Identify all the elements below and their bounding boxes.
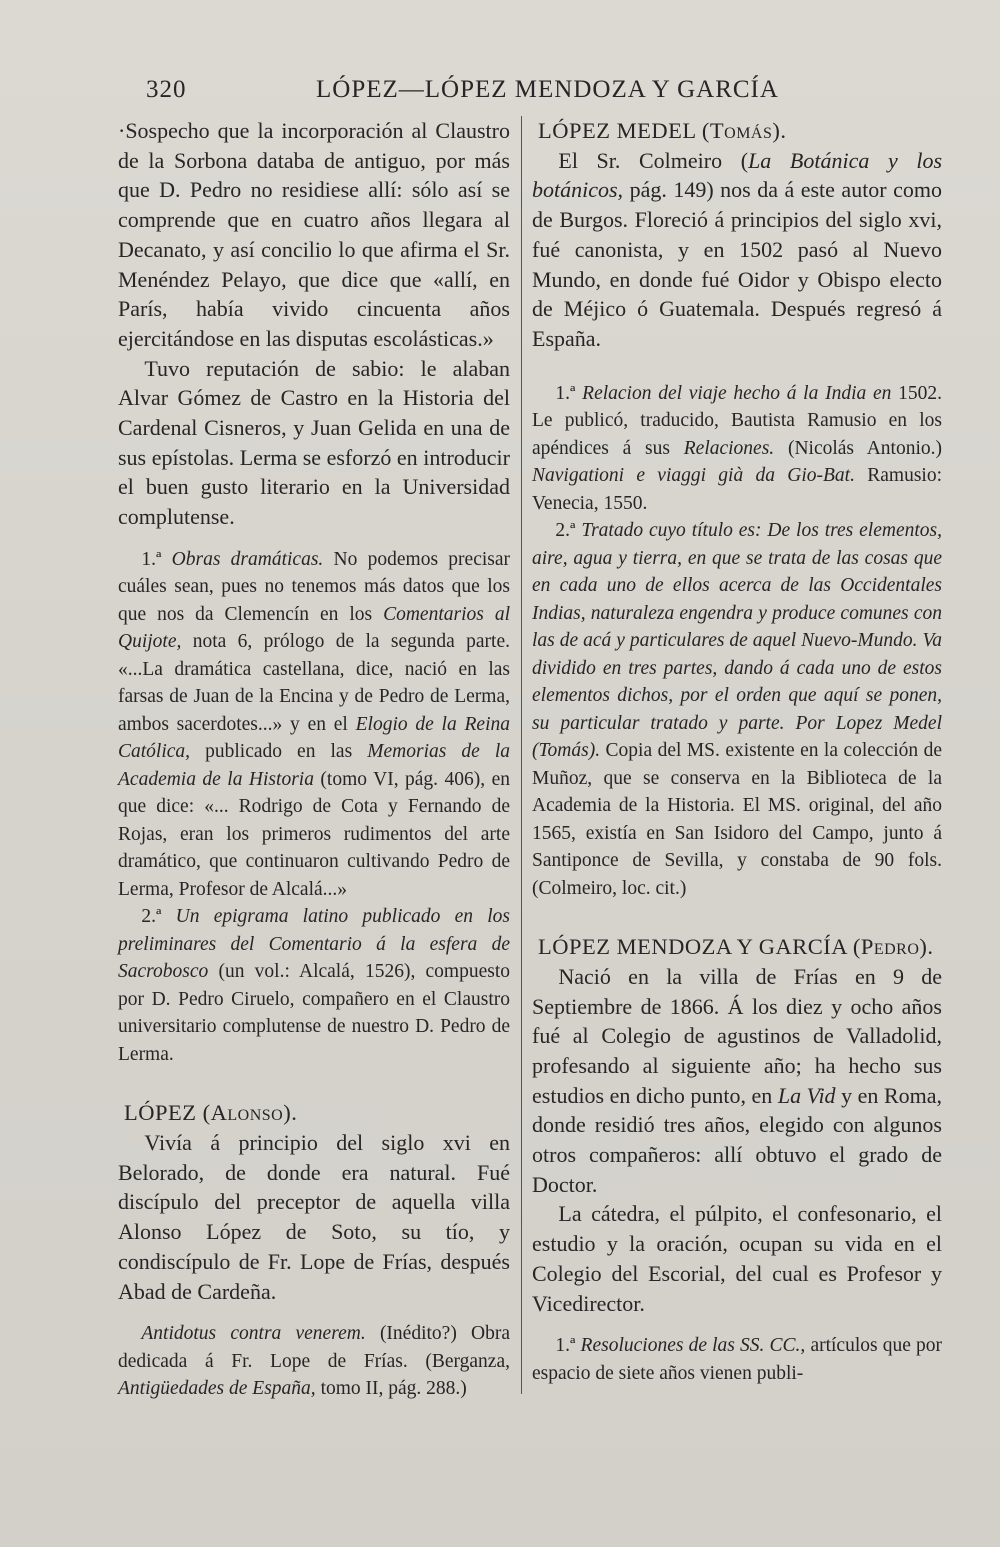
item-text: No podemos precisar cuáles sean, pues no tenemos más datos que los que nos da Clemencín en los (118, 548, 510, 625)
spacer (532, 902, 942, 932)
page-number: 320 (146, 76, 187, 103)
entry-name: LÓPEZ MEDEL (538, 118, 696, 143)
entry-heading (532, 932, 942, 962)
paragraph-text: Nació en la villa de Frías en 9 de Septiembre de 1866. Á los diez y ocho años fué al Colegio de agustinos de Valladolid, profesando al siguiente año; ha hecho sus estudios en dicho punto, en (532, 963, 942, 1108)
paragraph-text: El Sr. Colmeiro ( (558, 147, 749, 173)
spacer (118, 1068, 510, 1098)
entry-heading (118, 1098, 510, 1128)
spacer (118, 532, 510, 546)
spacer (118, 1306, 510, 1320)
item-text: artículos que por espacio de siete años vienen publi- (532, 1335, 943, 1384)
item-text: nota 6, prólogo de la segunda parte. «...La dramática castellana, dice, nació en las farsas de Juan de la Encina y de Pedro de Lerma, ambos sacerdotes...» y en el (118, 631, 511, 735)
column-rule (521, 116, 522, 1394)
item-number: 1.ª (141, 548, 162, 570)
paragraph: La cátedra, el púlpito, el confesonario, el estudio y la oración, ocupan su vida en el Colegio del Escorial, del cual es Profesor y Vicedirector. (532, 1201, 942, 1316)
paragraph (532, 962, 942, 1200)
work-item (118, 1320, 510, 1403)
spacer (532, 1318, 942, 1332)
paragraph-text: Tuvo reputación de sabio: le alaban Alvar Gómez de Castro en la Historia del Cardenal Cisneros, y Juan Gelida en una de sus epístolas. Lerma se esforzó en introducir el buen gusto literario en la Universidad complutense. (118, 355, 510, 530)
item-number: 1.ª (555, 382, 576, 404)
entry-name: LÓPEZ (124, 1100, 197, 1126)
paragraph: ·Sospecho que la incorporación al Claustro de la Sorbona databa de antiguo, por más que D. Pedro no residiese allí: sólo así se comprende que en cuatro años llegara al Decanato, y así concilio lo que afirma el Sr. Menéndez Pelayo, que dice que «allí, en París, había vivido cincuenta años ejercitándose en las disputas escolásticas.» (118, 118, 510, 351)
work-item (532, 1332, 942, 1387)
entry-name: LÓPEZ MENDOZA Y GARCÍA (538, 934, 847, 960)
right-column (532, 116, 942, 1387)
item-number: 2.ª (555, 520, 576, 542)
item-number: 1.ª (555, 1335, 576, 1357)
work-item (532, 517, 942, 902)
work-title: Tratado cuyo título es: De los tres elementos, aire, agua y tierra, en que se trata de las cosas que en cada uno de ellos acerca de las Occidentales Indias, naturaleza engendra y produce comunes con las de acá y particulares de aquel Nuevo-Mundo. Va dividido en tres partes, dando á cada uno de estos elementos dichos, por el orden que aquí se ponen, su particular tratado y parte. Por Lopez Medel (Tomás). (532, 520, 942, 762)
cited-title: La Botánica y los botánicos, (532, 147, 943, 203)
item-text: tomo II, pág. 288.) (320, 1378, 467, 1400)
work-title: Obras dramáticas. (171, 548, 324, 570)
item-text: (Inédito?) Obra dedicada á Fr. Lope de Frías. (Berganza, (118, 1323, 511, 1372)
work-title: Relacion del viaje hecho á la India en (582, 382, 892, 404)
work-item (118, 546, 510, 904)
work-item (118, 903, 510, 1068)
item-text: (tomo VI, pág. 406), en que dice: «... Rodrigo de Cota y Fernando de Rojas, eran los primeros rudimentos del arte dramático, que continuaron cultivando Pedro de Lerma, Profesor de Alcalá...» (118, 768, 511, 900)
page-header (146, 76, 952, 112)
item-text: publicado en las (205, 741, 353, 763)
paragraph (118, 354, 510, 532)
paragraph: Vivía á principio del siglo xvi en Belorado, de donde era natural. Fué discípulo del preceptor de aquella villa Alonso López de Soto, su tío, y condiscípulo de Fr. Lope de Frías, después Abad de Cardeña. (118, 1130, 510, 1304)
entry-forename: (Pedro). (852, 934, 934, 960)
running-head: LÓPEZ—LÓPEZ MENDOZA Y GARCÍA (316, 76, 779, 103)
work-title: Resoluciones de las SS. CC., (580, 1335, 806, 1357)
work-item (532, 380, 942, 518)
paragraph-text: pág. 149) nos da á este autor como de Burgos. Floreció á principios del siglo xvi, fué canonista, y en 1502 pasó al Nuevo Mundo, en donde fué Oidor y Obispo electo de Méjico ó Guatemala. Después regresó á España. (532, 177, 942, 351)
cited-title: Antigüedades de España, (118, 1378, 316, 1400)
item-number: 2.ª (141, 906, 162, 928)
work-title: Un epigrama latino publicado en los preliminares del Comentario á la esfera de Sacrobosco (118, 906, 511, 983)
entry-forename: (Alonso). (202, 1100, 298, 1126)
left-column (118, 116, 510, 1403)
paragraph (532, 146, 942, 354)
paragraph-text: y en Roma, donde residió tres años, elegido con algunos otros compañeros: allí obtuvo el grado de Doctor. (532, 1082, 943, 1197)
cited-title: Memorias de la Academia de la Historia (118, 741, 511, 790)
entry-heading (532, 116, 942, 146)
item-text: (un vol.: Alcalá, 1526), compuesto por D. Pedro Ciruelo, compañero en el Claustro universitario complutense de nuestro D. Pedro de Lerma. (118, 961, 510, 1065)
cited-title: Navigationi e viaggi già da Gio-Bat. (532, 465, 855, 487)
cited-title: Elogio de la Reina Católica, (118, 713, 510, 763)
cited-title: Relaciones. (683, 437, 775, 459)
place-name: La Vid (777, 1082, 836, 1108)
item-text: Copia del MS. existente en la colección de Muñoz, que se conserva en la Biblioteca de la Academia de la Historia. El MS. original, del año 1565, existía en San Isidoro del Campo, junto á Santiponce de Sevilla, y constaba de 90 fols. (Colmeiro, loc. cit.) (532, 740, 943, 899)
cited-title: Comentarios al Quijote, (118, 603, 510, 653)
item-text: Ramusio: Venecia, 1550. (532, 465, 943, 514)
entry-forename: (Tomás). (701, 118, 787, 143)
spacer (532, 354, 942, 380)
work-title: Antidotus contra venerem. (141, 1323, 366, 1345)
item-text: (Nicolás Antonio.) (787, 437, 942, 459)
item-text: 1502. Le publicó, traducido, Bautista Ramusio en los apéndices á sus (532, 382, 943, 459)
